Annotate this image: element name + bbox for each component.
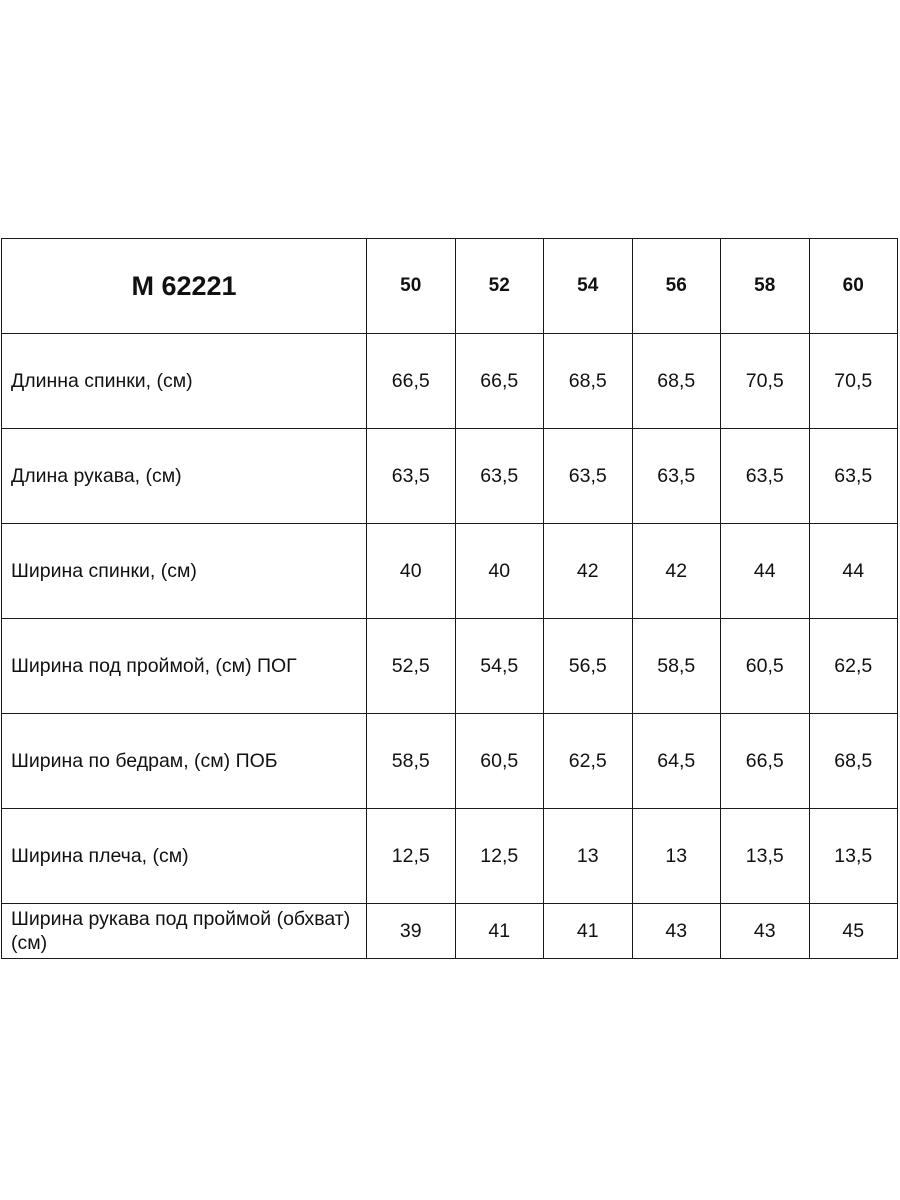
table-row bbox=[2, 429, 898, 524]
value-cell: 68,5 bbox=[632, 334, 721, 429]
value-cell: 41 bbox=[455, 904, 544, 959]
table-row bbox=[2, 904, 898, 959]
value-cell: 58,5 bbox=[632, 619, 721, 714]
value-cell: 40 bbox=[367, 524, 456, 619]
value-cell: 63,5 bbox=[721, 429, 810, 524]
row-label: Ширина под проймой, (см) ПОГ bbox=[2, 619, 367, 714]
model-code: M 62221 bbox=[2, 239, 367, 334]
value-cell: 70,5 bbox=[809, 334, 898, 429]
table-row bbox=[2, 714, 898, 809]
value-cell: 41 bbox=[544, 904, 633, 959]
value-cell: 66,5 bbox=[721, 714, 810, 809]
table-row bbox=[2, 334, 898, 429]
value-cell: 56,5 bbox=[544, 619, 633, 714]
value-cell: 60,5 bbox=[721, 619, 810, 714]
size-header: 52 bbox=[455, 239, 544, 334]
value-cell: 13 bbox=[632, 809, 721, 904]
size-header: 50 bbox=[367, 239, 456, 334]
size-header: 56 bbox=[632, 239, 721, 334]
row-label: Ширина по бедрам, (см) ПОБ bbox=[2, 714, 367, 809]
value-cell: 13,5 bbox=[721, 809, 810, 904]
value-cell: 63,5 bbox=[455, 429, 544, 524]
table-row bbox=[2, 524, 898, 619]
value-cell: 42 bbox=[632, 524, 721, 619]
table-row bbox=[2, 809, 898, 904]
value-cell: 43 bbox=[721, 904, 810, 959]
value-cell: 63,5 bbox=[632, 429, 721, 524]
size-header: 60 bbox=[809, 239, 898, 334]
value-cell: 12,5 bbox=[455, 809, 544, 904]
value-cell: 58,5 bbox=[367, 714, 456, 809]
value-cell: 66,5 bbox=[455, 334, 544, 429]
value-cell: 66,5 bbox=[367, 334, 456, 429]
value-cell: 13,5 bbox=[809, 809, 898, 904]
value-cell: 70,5 bbox=[721, 334, 810, 429]
value-cell: 43 bbox=[632, 904, 721, 959]
value-cell: 68,5 bbox=[544, 334, 633, 429]
size-header: 54 bbox=[544, 239, 633, 334]
row-label: Ширина спинки, (см) bbox=[2, 524, 367, 619]
row-label: Длина рукава, (см) bbox=[2, 429, 367, 524]
value-cell: 63,5 bbox=[544, 429, 633, 524]
value-cell: 52,5 bbox=[367, 619, 456, 714]
value-cell: 44 bbox=[809, 524, 898, 619]
value-cell: 44 bbox=[721, 524, 810, 619]
value-cell: 39 bbox=[367, 904, 456, 959]
value-cell: 64,5 bbox=[632, 714, 721, 809]
size-header: 58 bbox=[721, 239, 810, 334]
value-cell: 60,5 bbox=[455, 714, 544, 809]
table-row bbox=[2, 619, 898, 714]
size-chart-table bbox=[1, 238, 898, 959]
value-cell: 63,5 bbox=[367, 429, 456, 524]
value-cell: 68,5 bbox=[809, 714, 898, 809]
value-cell: 12,5 bbox=[367, 809, 456, 904]
value-cell: 54,5 bbox=[455, 619, 544, 714]
value-cell: 13 bbox=[544, 809, 633, 904]
row-label: Длинна спинки, (см) bbox=[2, 334, 367, 429]
header-row bbox=[2, 239, 898, 334]
value-cell: 40 bbox=[455, 524, 544, 619]
row-label: Ширина рукава под проймой (обхват) (см) bbox=[2, 904, 367, 959]
value-cell: 62,5 bbox=[544, 714, 633, 809]
row-label: Ширина плеча, (см) bbox=[2, 809, 367, 904]
value-cell: 45 bbox=[809, 904, 898, 959]
value-cell: 42 bbox=[544, 524, 633, 619]
value-cell: 62,5 bbox=[809, 619, 898, 714]
value-cell: 63,5 bbox=[809, 429, 898, 524]
